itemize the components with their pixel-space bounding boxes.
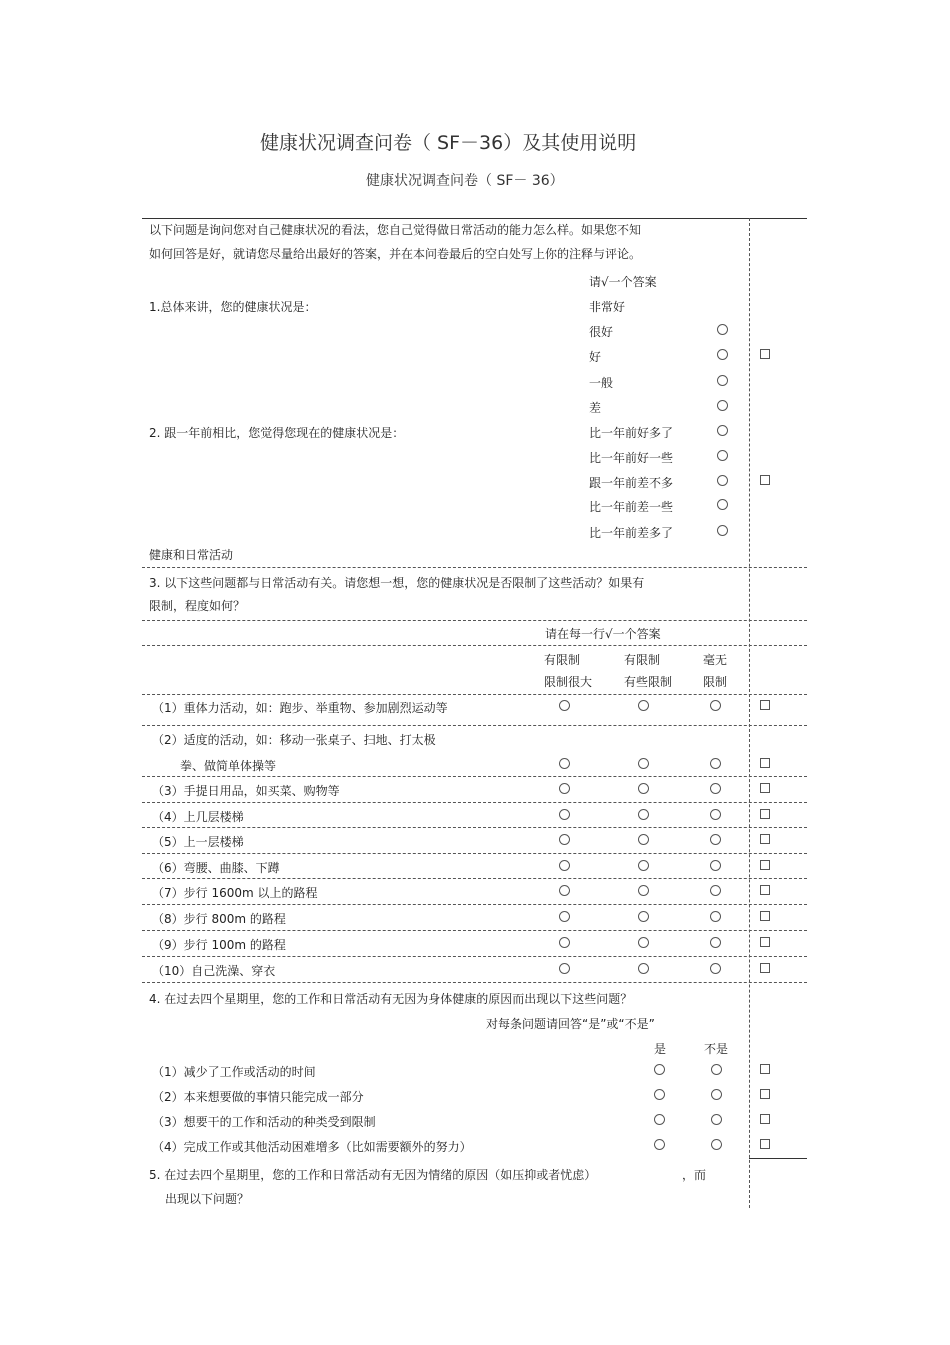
q2-score-box[interactable] bbox=[760, 475, 770, 485]
q3-radio[interactable] bbox=[638, 700, 649, 711]
q3-column-header: 限制很大 bbox=[544, 675, 593, 689]
q1-option-label: 非常好 bbox=[589, 300, 626, 314]
q3-radio[interactable] bbox=[638, 937, 649, 948]
q4-score-box[interactable] bbox=[760, 1064, 770, 1074]
q3-radio[interactable] bbox=[638, 860, 649, 871]
q3-radio[interactable] bbox=[638, 911, 649, 922]
row-divider bbox=[142, 956, 807, 957]
q4-item-label: （4）完成工作或其他活动困难增多（比如需要额外的努力） bbox=[152, 1140, 472, 1154]
q5-question-line-1-tail: ，而 bbox=[682, 1168, 707, 1182]
row-divider bbox=[142, 802, 807, 803]
q2-option-label: 比一年前差一些 bbox=[589, 500, 674, 514]
q1-score-box[interactable] bbox=[760, 349, 770, 359]
q3-radio[interactable] bbox=[559, 937, 570, 948]
q4-radio-yes[interactable] bbox=[654, 1139, 665, 1150]
row-divider bbox=[142, 930, 807, 931]
q3-radio[interactable] bbox=[559, 885, 570, 896]
q4-radio-yes[interactable] bbox=[654, 1064, 665, 1075]
row-divider bbox=[142, 904, 807, 905]
row-divider bbox=[142, 620, 807, 621]
q3-score-box[interactable] bbox=[760, 809, 770, 819]
q1-radio[interactable] bbox=[717, 349, 728, 360]
q4-item-label: （3）想要干的工作和活动的种类受到限制 bbox=[152, 1115, 376, 1129]
q3-radio[interactable] bbox=[559, 834, 570, 845]
q3-score-box[interactable] bbox=[760, 834, 770, 844]
q3-radio[interactable] bbox=[638, 758, 649, 769]
q1-option-label: 好 bbox=[589, 350, 602, 364]
q3-radio[interactable] bbox=[638, 834, 649, 845]
row-divider bbox=[142, 645, 807, 646]
q3-radio[interactable] bbox=[559, 783, 570, 794]
q4-radio-no[interactable] bbox=[711, 1114, 722, 1125]
q2-option-label: 比一年前差多了 bbox=[589, 526, 674, 540]
q3-radio[interactable] bbox=[559, 860, 570, 871]
q2-option-label: 比一年前好一些 bbox=[589, 451, 674, 465]
q3-radio[interactable] bbox=[710, 809, 721, 820]
q3-radio[interactable] bbox=[638, 809, 649, 820]
q1-option-label: 一般 bbox=[589, 376, 614, 390]
row-divider bbox=[142, 853, 807, 854]
q4-item-label: （2）本来想要做的事情只能完成一部分 bbox=[152, 1090, 364, 1104]
q3-radio[interactable] bbox=[710, 937, 721, 948]
q4-yes-header: 是 bbox=[654, 1042, 667, 1056]
q4-radio-no[interactable] bbox=[711, 1089, 722, 1100]
q2-radio[interactable] bbox=[717, 475, 728, 486]
q3-score-box[interactable] bbox=[760, 783, 770, 793]
q4-score-box[interactable] bbox=[760, 1089, 770, 1099]
q1-option-label: 很好 bbox=[589, 325, 614, 339]
q3-radio[interactable] bbox=[710, 834, 721, 845]
q3-item-label: （7）步行 1600m 以上的路程 bbox=[152, 886, 318, 900]
q3-score-box[interactable] bbox=[760, 937, 770, 947]
table-top-rule bbox=[142, 218, 807, 219]
q1-radio[interactable] bbox=[717, 375, 728, 386]
q4-question: 4. 在过去四个星期里，您的工作和日常活动有无因为身体健康的原因而出现以下这些问题？ bbox=[149, 992, 633, 1006]
q3-score-box[interactable] bbox=[760, 911, 770, 921]
q3-question-line-2: 限制，程度如何？ bbox=[149, 599, 246, 613]
q3-score-box[interactable] bbox=[760, 758, 770, 768]
q4-item-label: （1）减少了工作或活动的时间 bbox=[152, 1065, 316, 1079]
q5-question-line-1: 5. 在过去四个星期里，您的工作和日常活动有无因为情绪的原因（如压抑或者忧虑） bbox=[149, 1168, 597, 1182]
q2-radio[interactable] bbox=[717, 450, 728, 461]
q2-radio[interactable] bbox=[717, 425, 728, 436]
section-label: 健康和日常活动 bbox=[149, 548, 234, 562]
q3-score-box[interactable] bbox=[760, 700, 770, 710]
q4-instruction: 对每条问题请回答“是”或“不是” bbox=[486, 1017, 655, 1031]
q2-option-label: 跟一年前差不多 bbox=[589, 476, 674, 490]
intro-text-line-1: 以下问题是询问您对自己健康状况的看法，您自己觉得做日常活动的能力怎么样。如果您不知 bbox=[149, 223, 642, 237]
q3-item-label: 拳、做简单体操等 bbox=[180, 759, 277, 773]
q3-item-label: （5）上一层楼梯 bbox=[152, 835, 244, 849]
page-subtitle: 健康状况调查问卷（ SF－ 36） bbox=[366, 173, 564, 189]
row-divider bbox=[142, 694, 807, 695]
q3-column-header: 限制 bbox=[703, 675, 728, 689]
q2-radio[interactable] bbox=[717, 499, 728, 510]
q3-radio[interactable] bbox=[638, 783, 649, 794]
q4-score-box[interactable] bbox=[760, 1139, 770, 1149]
q3-radio[interactable] bbox=[710, 860, 721, 871]
q1-question: 1.总体来讲，您的健康状况是： bbox=[149, 300, 317, 314]
q3-radio[interactable] bbox=[559, 700, 570, 711]
q3-radio[interactable] bbox=[638, 885, 649, 896]
q4-score-box[interactable] bbox=[760, 1114, 770, 1124]
row-divider bbox=[142, 725, 807, 726]
q3-score-box[interactable] bbox=[760, 885, 770, 895]
page-title: 健康状况调查问卷（ SF－36）及其使用说明 bbox=[260, 132, 637, 154]
q3-item-label: （3）手提日用品，如买菜、购物等 bbox=[152, 784, 340, 798]
q3-item-label: （8）步行 800m 的路程 bbox=[152, 912, 286, 926]
q3-radio[interactable] bbox=[559, 809, 570, 820]
intro-text-line-2: 如何回答是好，就请您尽量给出最好的答案，并在本问卷最后的空白处写上你的注释与评论。 bbox=[149, 247, 642, 261]
q2-radio[interactable] bbox=[717, 525, 728, 536]
q3-score-box[interactable] bbox=[760, 860, 770, 870]
q3-score-box[interactable] bbox=[760, 963, 770, 973]
row-divider bbox=[142, 827, 807, 828]
q3-item-label: （6）弯腰、曲膝、下蹲 bbox=[152, 861, 280, 875]
q2-question: 2. 跟一年前相比，您觉得您现在的健康状况是： bbox=[149, 426, 405, 440]
q3-radio[interactable] bbox=[710, 783, 721, 794]
q4-radio-yes[interactable] bbox=[654, 1089, 665, 1100]
q5-question-line-2: 出现以下问题？ bbox=[165, 1192, 250, 1206]
q3-item-label: （4）上几层楼梯 bbox=[152, 810, 244, 824]
q3-radio[interactable] bbox=[559, 758, 570, 769]
q3-radio[interactable] bbox=[710, 885, 721, 896]
q3-column-header: 有限制 bbox=[544, 653, 581, 667]
score-column-divider bbox=[749, 218, 750, 1208]
q4-radio-yes[interactable] bbox=[654, 1114, 665, 1125]
q3-radio[interactable] bbox=[559, 911, 570, 922]
q3-item-label: （10）自己洗澡、穿衣 bbox=[152, 964, 276, 978]
q3-instruction: 请在每一行√一个答案 bbox=[545, 627, 661, 641]
q3-radio[interactable] bbox=[638, 963, 649, 974]
row-divider bbox=[142, 982, 807, 983]
q3-item-label: （1）重体力活动，如：跑步、举重物、参加剧烈运动等 bbox=[152, 701, 448, 715]
answer-instruction: 请√一个答案 bbox=[589, 275, 657, 289]
q3-column-header: 毫无 bbox=[703, 653, 728, 667]
row-divider bbox=[142, 567, 807, 568]
q4-radio-no[interactable] bbox=[711, 1064, 722, 1075]
q1-radio[interactable] bbox=[717, 400, 728, 411]
q2-option-label: 比一年前好多了 bbox=[589, 426, 674, 440]
q3-item-label: （2）适度的活动，如：移动一张桌子、扫地、打太极 bbox=[152, 733, 436, 747]
q3-column-header: 有些限制 bbox=[624, 675, 673, 689]
q3-radio[interactable] bbox=[710, 700, 721, 711]
score-column-rule bbox=[749, 1158, 807, 1159]
q1-radio[interactable] bbox=[717, 324, 728, 335]
q3-radio[interactable] bbox=[710, 758, 721, 769]
q3-question-line-1: 3. 以下这些问题都与日常活动有关。请您想一想，您的健康状况是否限制了这些活动？如果有 bbox=[149, 576, 645, 590]
q3-item-label: （9）步行 100m 的路程 bbox=[152, 938, 286, 952]
row-divider bbox=[142, 776, 807, 777]
row-divider bbox=[142, 878, 807, 879]
q3-radio[interactable] bbox=[710, 963, 721, 974]
q1-option-label: 差 bbox=[589, 401, 602, 415]
q3-column-header: 有限制 bbox=[624, 653, 661, 667]
q4-radio-no[interactable] bbox=[711, 1139, 722, 1150]
q4-no-header: 不是 bbox=[704, 1042, 729, 1056]
q3-radio[interactable] bbox=[559, 963, 570, 974]
q3-radio[interactable] bbox=[710, 911, 721, 922]
